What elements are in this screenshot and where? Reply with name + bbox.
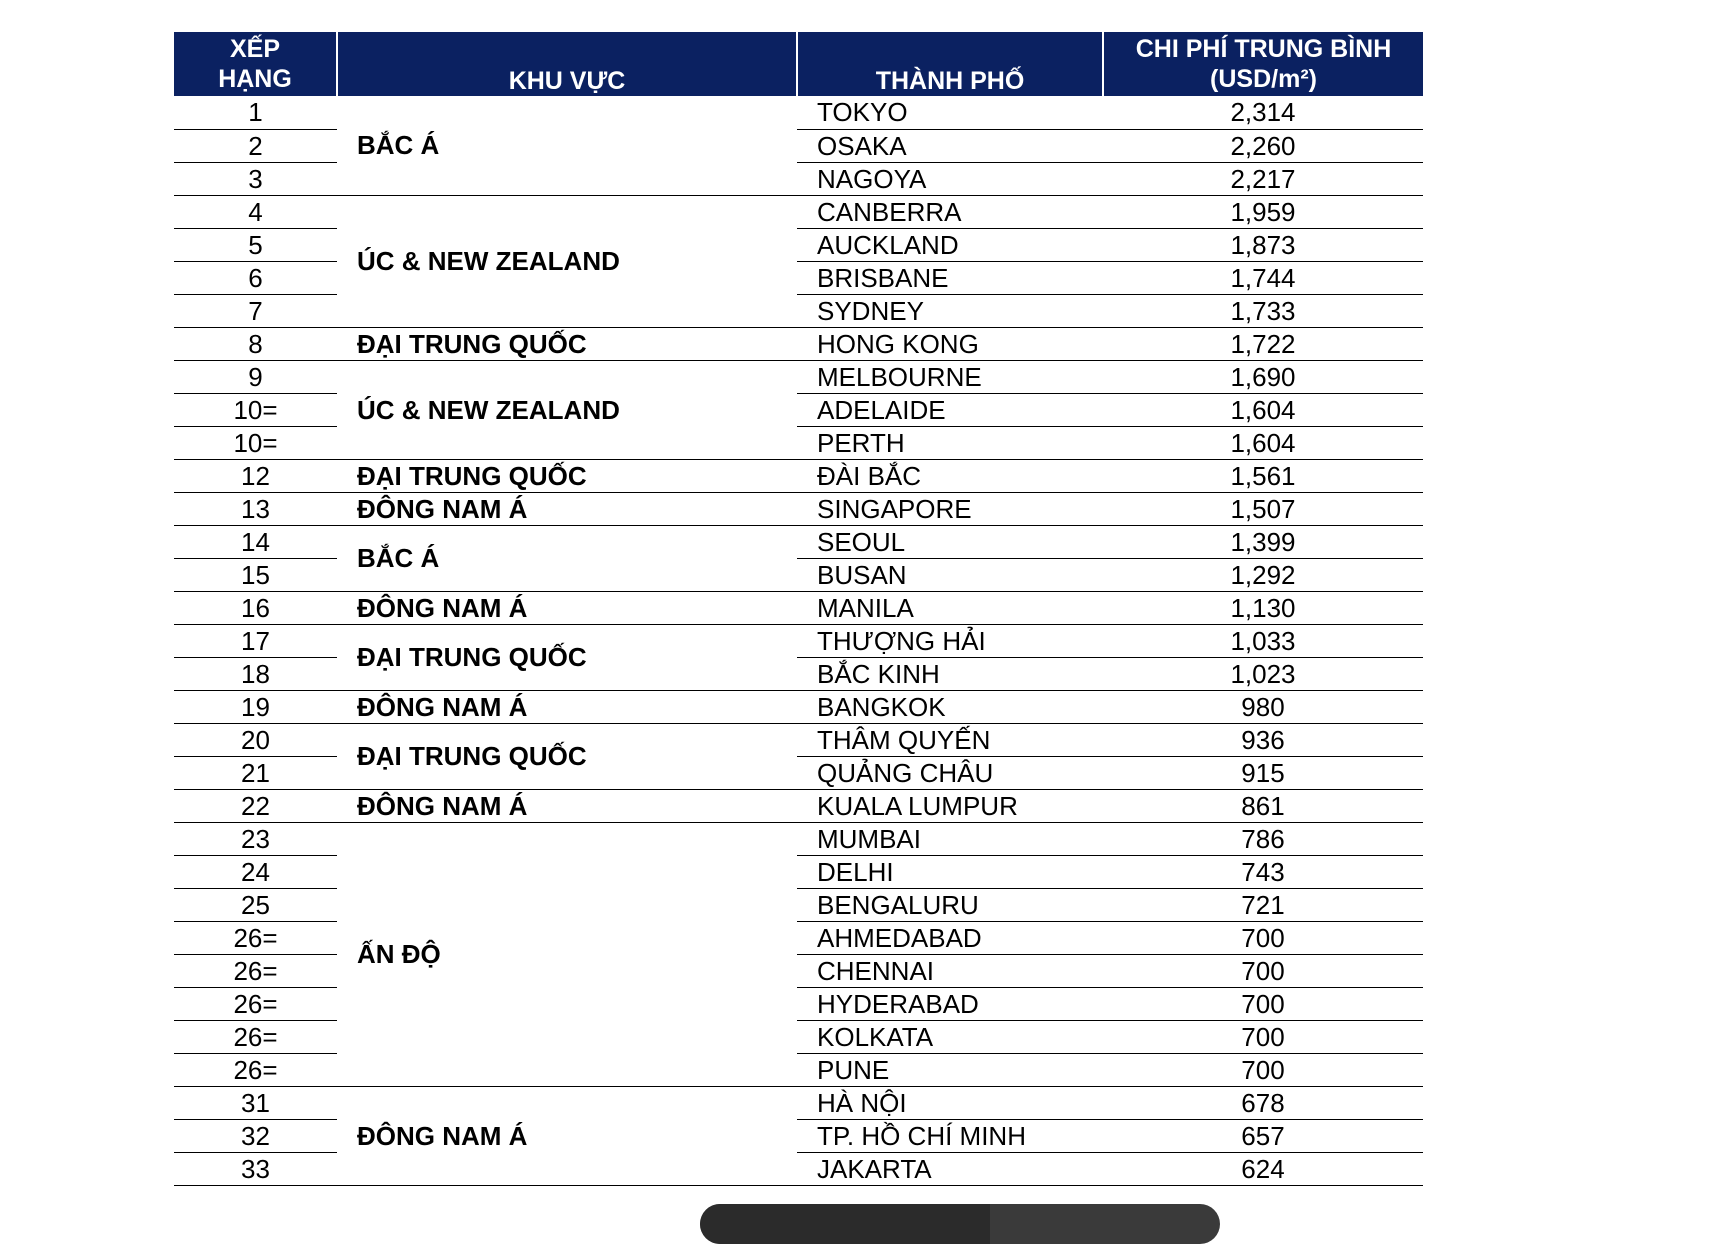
region-cell: BẮC Á [337, 525, 797, 591]
city-cell: CANBERRA [797, 195, 1103, 228]
city-cell: MUMBAI [797, 822, 1103, 855]
rank-cell: 24 [174, 855, 337, 888]
region-cell: ẤN ĐỘ [337, 822, 797, 1086]
average-cost-cell: 786 [1103, 822, 1423, 855]
table-row [174, 723, 1423, 756]
region-cell: ĐÔNG NAM Á [337, 1086, 797, 1185]
rank-cell: 1 [174, 96, 337, 129]
city-cell: ADELAIDE [797, 393, 1103, 426]
table-row [174, 327, 1423, 360]
city-cell: ĐÀI BẮC [797, 459, 1103, 492]
rank-cell: 9 [174, 360, 337, 393]
average-cost-cell: 1,130 [1103, 591, 1423, 624]
average-cost-cell: 1,561 [1103, 459, 1423, 492]
average-cost-cell: 657 [1103, 1119, 1423, 1152]
rank-cell: 12 [174, 459, 337, 492]
rank-cell: 8 [174, 327, 337, 360]
rank-cell: 5 [174, 228, 337, 261]
city-cell: SINGAPORE [797, 492, 1103, 525]
city-cell: NAGOYA [797, 162, 1103, 195]
region-cell: ĐẠI TRUNG QUỐC [337, 723, 797, 789]
average-cost-cell: 2,314 [1103, 96, 1423, 129]
bottom-tab-decoration-left [700, 1204, 990, 1244]
rank-cell: 21 [174, 756, 337, 789]
region-cell: ĐÔNG NAM Á [337, 789, 797, 822]
region-cell: ĐÔNG NAM Á [337, 591, 797, 624]
rank-cell: 2 [174, 129, 337, 162]
average-cost-cell: 1,399 [1103, 525, 1423, 558]
rank-cell: 32 [174, 1119, 337, 1152]
header-cost-line-2: (USD/m²) [1210, 65, 1317, 93]
average-cost-cell: 1,744 [1103, 261, 1423, 294]
rank-cell: 6 [174, 261, 337, 294]
rank-cell: 3 [174, 162, 337, 195]
average-cost-cell: 624 [1103, 1152, 1423, 1185]
average-cost-cell: 1,690 [1103, 360, 1423, 393]
average-cost-cell: 1,604 [1103, 426, 1423, 459]
average-cost-cell: 861 [1103, 789, 1423, 822]
average-cost-cell: 1,873 [1103, 228, 1423, 261]
city-cell: CHENNAI [797, 954, 1103, 987]
construction-cost-ranking-table [174, 32, 1423, 1186]
table-row [174, 459, 1423, 492]
average-cost-cell: 700 [1103, 954, 1423, 987]
average-cost-cell: 2,260 [1103, 129, 1423, 162]
average-cost-cell: 1,733 [1103, 294, 1423, 327]
table-row [174, 1086, 1423, 1119]
table-row [174, 195, 1423, 228]
region-cell: ÚC & NEW ZEALAND [337, 195, 797, 327]
header-city: THÀNH PHỐ [797, 32, 1103, 96]
city-cell: BENGALURU [797, 888, 1103, 921]
header-rank [174, 32, 337, 96]
table-row [174, 690, 1423, 723]
table-row [174, 96, 1423, 129]
table-row [174, 624, 1423, 657]
average-cost-cell: 700 [1103, 987, 1423, 1020]
rank-cell: 15 [174, 558, 337, 591]
average-cost-cell: 2,217 [1103, 162, 1423, 195]
rank-cell: 26= [174, 1053, 337, 1086]
average-cost-cell: 700 [1103, 921, 1423, 954]
rank-cell: 20 [174, 723, 337, 756]
average-cost-cell: 1,507 [1103, 492, 1423, 525]
table-row [174, 360, 1423, 393]
region-cell: ĐẠI TRUNG QUỐC [337, 459, 797, 492]
rank-cell: 22 [174, 789, 337, 822]
region-cell: BẮC Á [337, 96, 797, 195]
average-cost-cell: 1,023 [1103, 657, 1423, 690]
city-cell: QUẢNG CHÂU [797, 756, 1103, 789]
table-header-row [174, 32, 1423, 96]
city-cell: BANGKOK [797, 690, 1103, 723]
average-cost-cell: 1,033 [1103, 624, 1423, 657]
average-cost-cell: 1,722 [1103, 327, 1423, 360]
average-cost-cell: 743 [1103, 855, 1423, 888]
rank-cell: 16 [174, 591, 337, 624]
city-cell: BẮC KINH [797, 657, 1103, 690]
city-cell: DELHI [797, 855, 1103, 888]
rank-cell: 14 [174, 525, 337, 558]
rank-cell: 19 [174, 690, 337, 723]
table-row [174, 822, 1423, 855]
city-cell: MELBOURNE [797, 360, 1103, 393]
average-cost-cell: 915 [1103, 756, 1423, 789]
average-cost-cell: 700 [1103, 1020, 1423, 1053]
table-row [174, 525, 1423, 558]
average-cost-cell: 1,959 [1103, 195, 1423, 228]
average-cost-cell: 700 [1103, 1053, 1423, 1086]
average-cost-cell: 678 [1103, 1086, 1423, 1119]
average-cost-cell: 1,604 [1103, 393, 1423, 426]
city-cell: THÂM QUYẾN [797, 723, 1103, 756]
average-cost-cell: 980 [1103, 690, 1423, 723]
header-average-cost [1103, 32, 1423, 96]
city-cell: HYDERABAD [797, 987, 1103, 1020]
table-row [174, 492, 1423, 525]
rank-cell: 33 [174, 1152, 337, 1185]
rank-cell: 17 [174, 624, 337, 657]
region-cell: ÚC & NEW ZEALAND [337, 360, 797, 459]
city-cell: HÀ NỘI [797, 1086, 1103, 1119]
rank-cell: 4 [174, 195, 337, 228]
city-cell: KUALA LUMPUR [797, 789, 1103, 822]
city-cell: PUNE [797, 1053, 1103, 1086]
city-cell: THƯỢNG HẢI [797, 624, 1103, 657]
region-cell: ĐÔNG NAM Á [337, 492, 797, 525]
header-rank-line-1: XẾP [229, 35, 281, 63]
table-row [174, 591, 1423, 624]
city-cell: SEOUL [797, 525, 1103, 558]
rank-cell: 26= [174, 1020, 337, 1053]
rank-cell: 26= [174, 987, 337, 1020]
city-cell: OSAKA [797, 129, 1103, 162]
rank-cell: 13 [174, 492, 337, 525]
rank-cell: 26= [174, 921, 337, 954]
header-region: KHU VỰC [337, 32, 797, 96]
city-cell: AUCKLAND [797, 228, 1103, 261]
city-cell: AHMEDABAD [797, 921, 1103, 954]
city-cell: KOLKATA [797, 1020, 1103, 1053]
rank-cell: 18 [174, 657, 337, 690]
region-cell: ĐÔNG NAM Á [337, 690, 797, 723]
table-row [174, 789, 1423, 822]
region-cell: ĐẠI TRUNG QUỐC [337, 327, 797, 360]
city-cell: BRISBANE [797, 261, 1103, 294]
city-cell: BUSAN [797, 558, 1103, 591]
header-rank-line-2: HẠNG [218, 65, 292, 93]
city-cell: TOKYO [797, 96, 1103, 129]
rank-cell: 10= [174, 426, 337, 459]
rank-cell: 10= [174, 393, 337, 426]
region-cell: ĐẠI TRUNG QUỐC [337, 624, 797, 690]
rank-cell: 23 [174, 822, 337, 855]
city-cell: PERTH [797, 426, 1103, 459]
average-cost-cell: 1,292 [1103, 558, 1423, 591]
rank-cell: 25 [174, 888, 337, 921]
city-cell: SYDNEY [797, 294, 1103, 327]
city-cell: HONG KONG [797, 327, 1103, 360]
city-cell: MANILA [797, 591, 1103, 624]
rank-cell: 31 [174, 1086, 337, 1119]
header-cost-line-1: CHI PHÍ TRUNG BÌNH [1135, 35, 1392, 63]
city-cell: TP. HỒ CHÍ MINH [797, 1119, 1103, 1152]
average-cost-cell: 721 [1103, 888, 1423, 921]
city-cell: JAKARTA [797, 1152, 1103, 1185]
table-body [174, 96, 1423, 1185]
rank-cell: 26= [174, 954, 337, 987]
average-cost-cell: 936 [1103, 723, 1423, 756]
rank-cell: 7 [174, 294, 337, 327]
